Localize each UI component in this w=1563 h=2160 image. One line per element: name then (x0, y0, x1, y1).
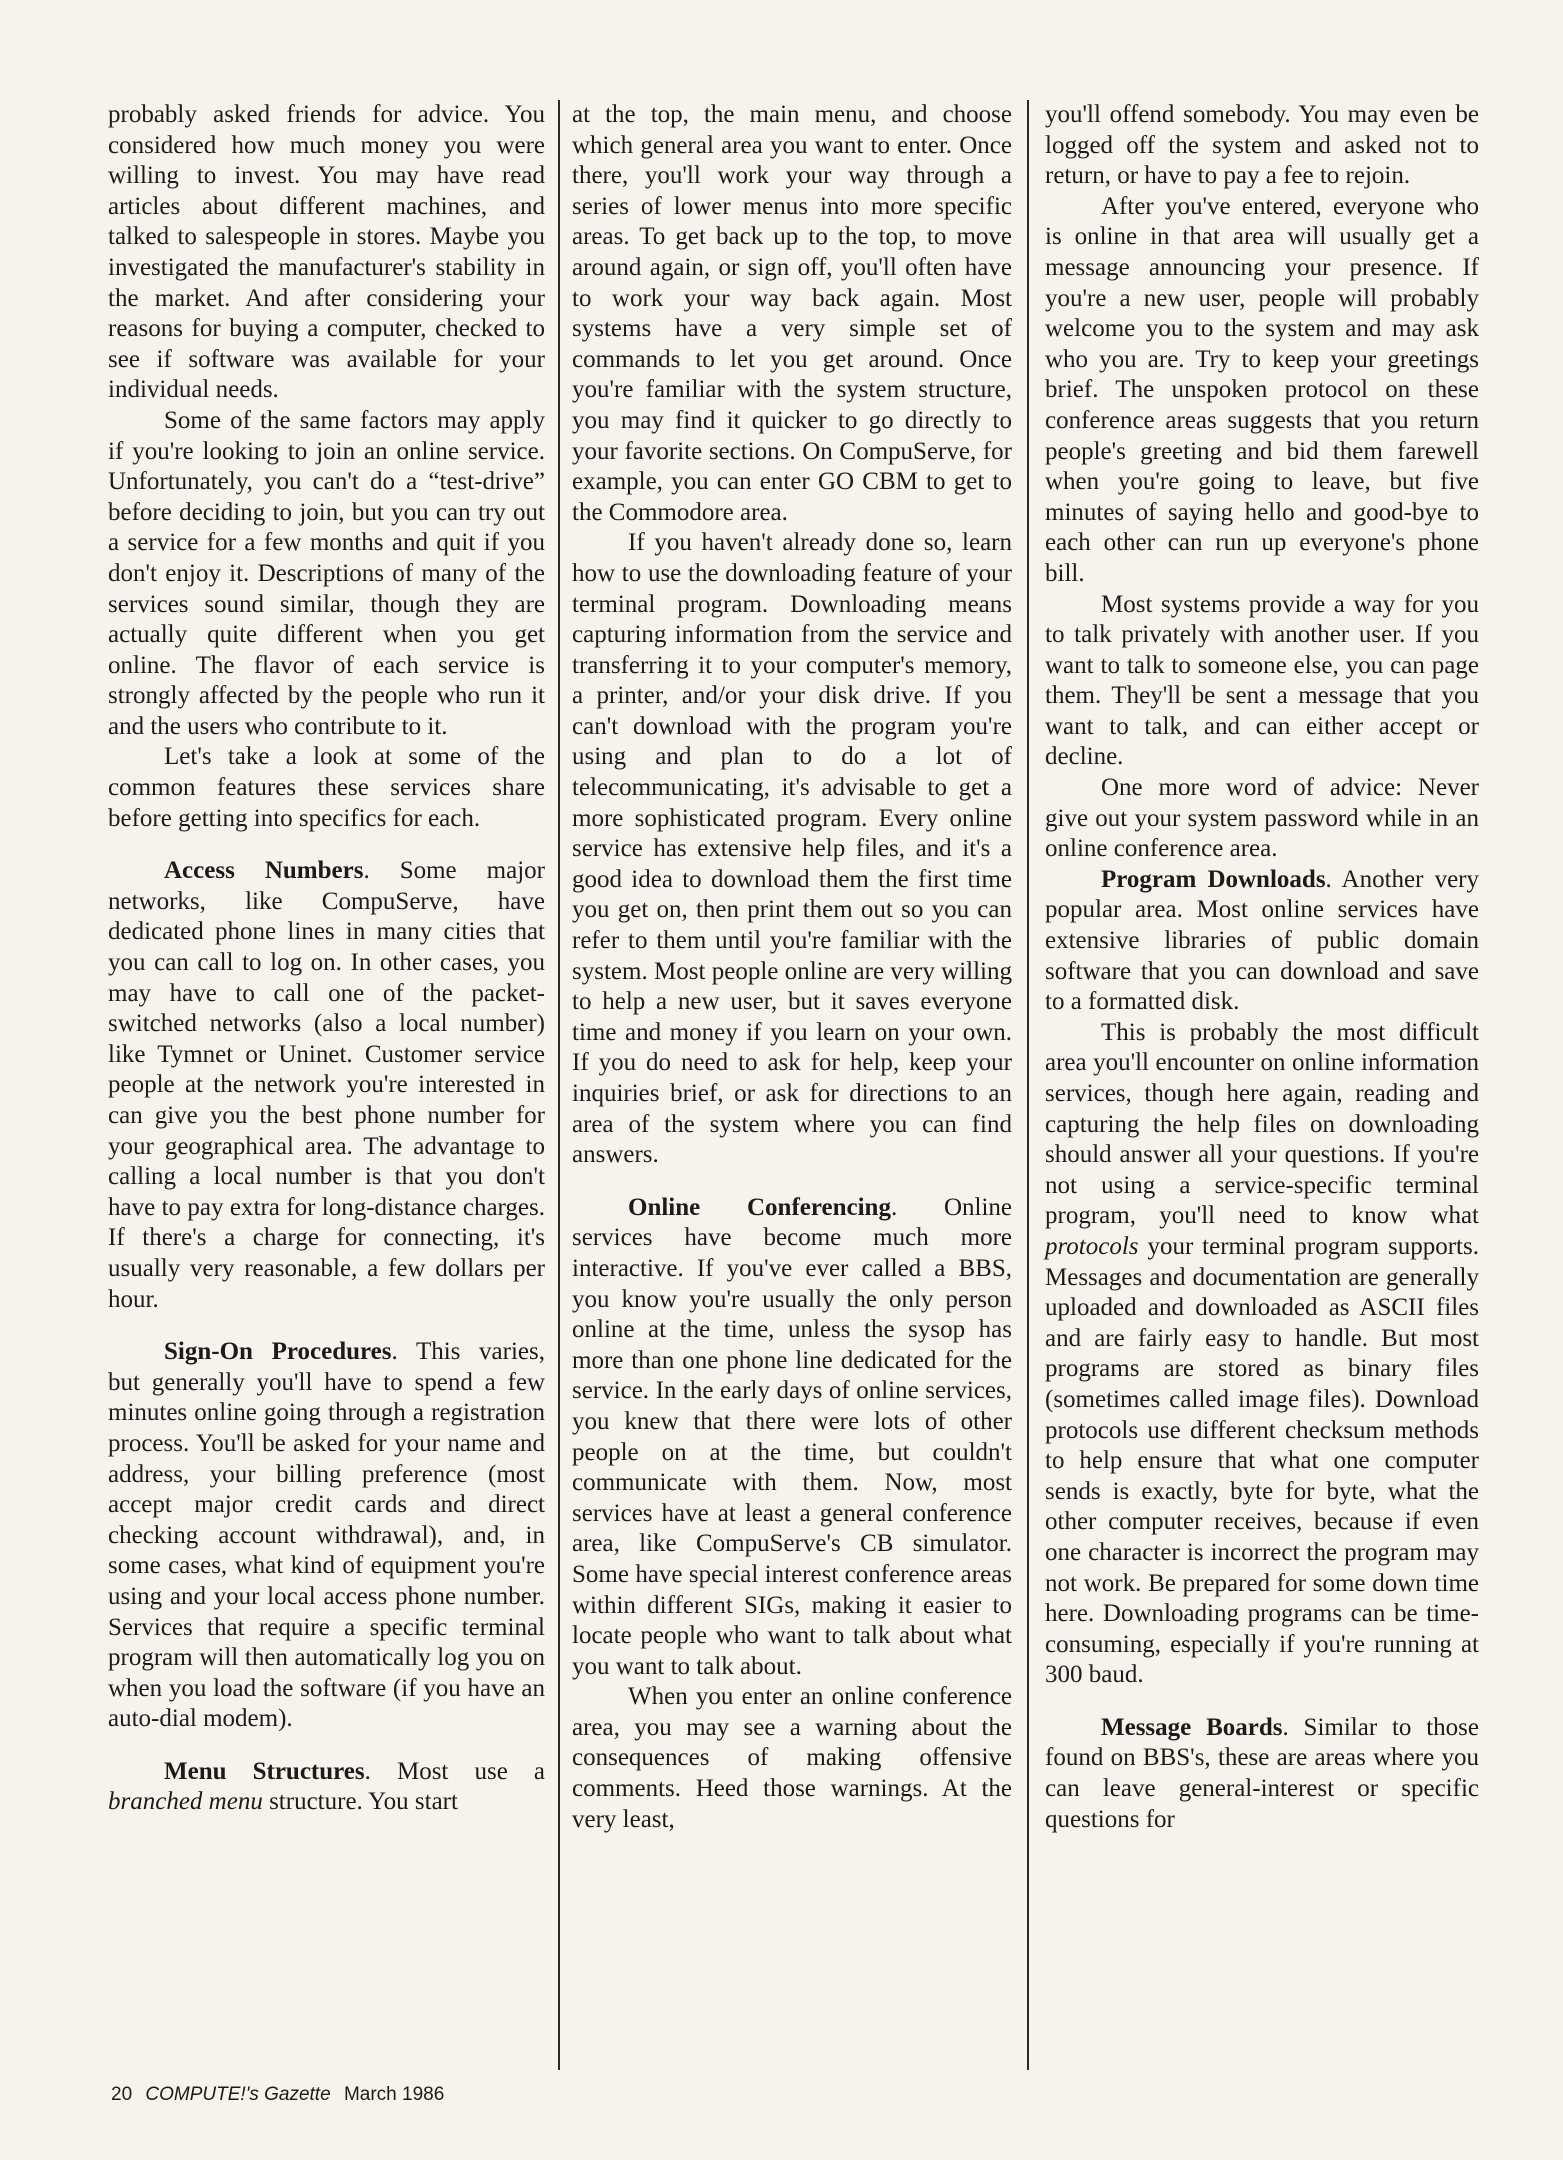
paragraph: Menu Structures. Most use a branched menu structure. You start (108, 1757, 545, 1816)
page-footer (111, 2084, 444, 2106)
paragraph: at the top, the main menu, and choose which general area you want to enter. Once there, you'll work your way through a series of lower menus into more specific areas. To get back up to the top, to move around again, or sign off, you'll often have to work your way back again. Most systems have a very simple set of commands to let you get around. Once you're familiar with the system structure, you may find it quicker to go directly to your favorite sections. On CompuServe, for example, you can enter GO CBM to get to the Commodore area. (572, 101, 1012, 526)
paragraph: If you haven't already done so, learn how to use the downloading feature of your terminal program. Downloading means capturing information from the service and transferring it to your computer's memory, a printer, and/or your disk drive. If you can't download with the program you're using and plan to do a lot of telecommunicating, it's advisable to get a more sophisticated program. Every online service has extensive help files, and it's a good idea to download them the first time you get on, then print them out so you can refer to them until you're familiar with the system. Most people online are very willing to help a new user, but it saves everyone time and money if you learn on your own. If you do need to ask for help, keep your inquiries brief, or ask for directions to an area of the system where you can find answers. (572, 529, 1012, 1169)
paragraph: Message Boards. Similar to those found on BBS's, these are areas where you can leave general-interest or specific questions for (1045, 1713, 1479, 1833)
section-heading: Message Boards (1101, 1713, 1283, 1741)
article-column-1 (108, 100, 545, 1818)
section-heading: Access Numbers (164, 857, 364, 885)
article-column-3 (1045, 100, 1479, 1835)
page-number: 20 (111, 2084, 133, 2105)
paragraph: Program Downloads. Another very popular area. Most online services have extensive libraries of public domain software that you can download and save to a formatted disk. (1045, 865, 1479, 1016)
section-heading: Sign-On Procedures (164, 1338, 392, 1366)
article-column-2 (572, 100, 1012, 1835)
emphasis: protocols (1045, 1232, 1139, 1260)
paragraph: Online Conferencing. Online services have become much more interactive. If you've ever called a BBS, you know you're usually the only person online at the time, unless the sysop has more than one phone line dedicated for the service. In the early days of online services, you knew that there were lots of other people on at the time, but couldn't communicate with them. Now, most services have at least a general conference area, like CompuServe's CB simulator. Some have special interest conference areas within different SIGs, making it easier to locate people who want to talk about what you want to talk about. (572, 1193, 1012, 1680)
issue-date: March 1986 (343, 2084, 445, 2105)
paragraph: you'll offend somebody. You may even be logged off the system and asked not to return, or have to pay a fee to rejoin. (1045, 101, 1479, 190)
column-rule-left (558, 100, 560, 2070)
paragraph: Access Numbers. Some major networks, like CompuServe, have dedicated phone lines in many cities that you can call to log on. In other cases, you may have to call one of the packet-switched networks (also a local number) like Tymnet or Uninet. Customer service people at the network you're interested in can give you the best phone number for your geographical area. The advantage to calling a local number is that you don't have to pay extra for long-distance charges. If there's a charge for connecting, it's usually very reasonable, a few dollars per hour. (108, 857, 545, 1313)
paragraph: One more word of advice: Never give out your system password while in an online conference area. (1045, 774, 1479, 863)
paragraph: Let's take a look at some of the common features these services share before getting into specifics for each. (108, 743, 545, 832)
column-rule-right (1027, 100, 1029, 2070)
paragraph: After you've entered, everyone who is online in that area will usually get a message announcing your presence. If you're a new user, people will probably welcome you to the system and may ask who you are. Try to keep your greetings brief. The unspoken protocol on these conference areas suggests that you return people's greeting and bid them farewell when you're going to leave, but five minutes of saying hello and good-bye to each other can run up everyone's phone bill. (1045, 192, 1479, 587)
section-heading: Menu Structures (164, 1757, 365, 1785)
paragraph: When you enter an online conference area, you may see a warning about the consequences of making offensive comments. Heed those warnings. At the very least, (572, 1683, 1012, 1833)
paragraph: Most systems provide a way for you to talk privately with another user. If you want to talk to someone else, you can page them. They'll be sent a message that you want to talk, and can either accept or decline. (1045, 590, 1479, 771)
paragraph: Some of the same factors may apply if you're looking to join an online service. Unfortunately, you can't do a “test-drive” before deciding to join, but you can try out a service for a few months and quit if you don't enjoy it. Descriptions of many of the services sound similar, though they are actually quite different when you get online. The flavor of each service is strongly affected by the people who run it and the users who contribute to it. (108, 406, 545, 740)
paragraph: This is probably the most difficult area you'll encounter on online information services, though here again, reading and capturing the help files on downloading should answer all your questions. If you're not using a service-specific terminal program, you'll need to know what protocols your terminal program supports. Messages and documentation are generally uploaded and downloaded as ASCII files and are fairly easy to handle. But most programs are stored as binary files (sometimes called image files). Download protocols use different checksum methods to help ensure that what one computer sends is exactly, byte for byte, what the other computer receives, because if even one character is incorrect the program may not work. Be prepared for some down time here. Downloading programs can be time-consuming, especially if you're running at 300 baud. (1045, 1018, 1479, 1689)
emphasis: branched menu (108, 1788, 263, 1816)
paragraph: probably asked friends for advice. You considered how much money you were willing to invest. You may have read articles about different machines, and talked to salespeople in stores. Maybe you investigated the manufacturer's stability in the market. And after considering your reasons for buying a computer, checked to see if software was available for your individual needs. (108, 101, 545, 404)
paragraph: Sign-On Procedures. This varies, but generally you'll have to spend a few minutes online going through a registration process. You'll be asked for your name and address, your billing preference (most accept major credit cards and direct checking account withdrawal), and, in some cases, what kind of equipment you're using and your local access phone number. Services that require a specific terminal program will then automatically log you on when you load the software (if you have an auto-dial modem). (108, 1338, 545, 1733)
magazine-title: COMPUTE!'s Gazette (145, 2084, 331, 2105)
section-heading: Program Downloads (1101, 865, 1326, 893)
section-heading: Online Conferencing (628, 1193, 891, 1221)
